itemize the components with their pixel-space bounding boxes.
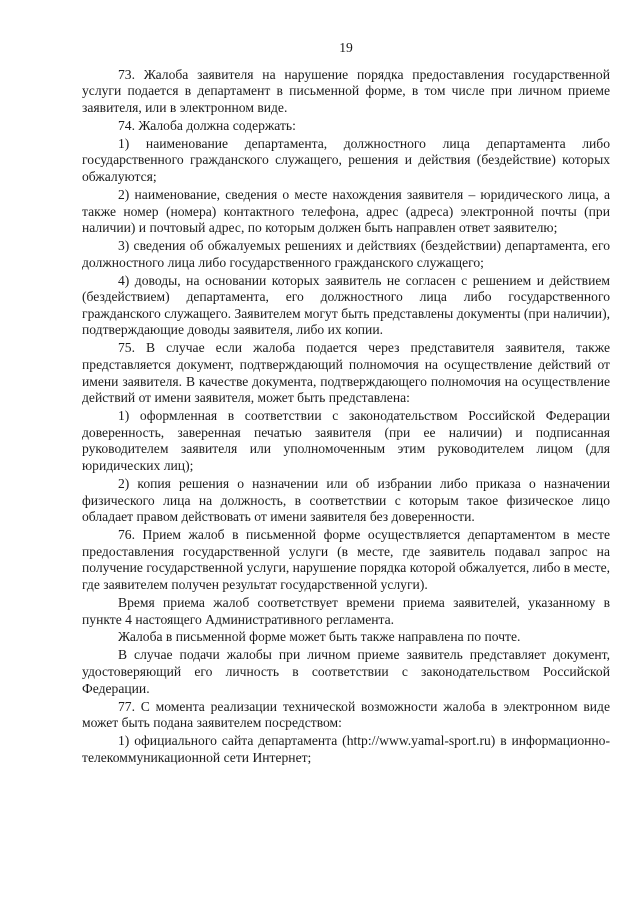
paragraph: В случае подачи жалобы при личном приеме заявитель представляет документ, удостоверяющий его личность в соответствии с законодательством Российской Федерации. <box>82 647 610 696</box>
paragraph: Время приема жалоб соответствует времени приема заявителей, указанному в пункте 4 настоящего Административного регламента. <box>82 594 610 627</box>
paragraph: 3) сведения об обжалуемых решениях и действиях (бездействии) департамента, его должностного лица либо государственного гражданского служащего; <box>82 238 610 270</box>
paragraph: 75. В случае если жалоба подается через представителя заявителя, также представляется документ, подтверждающий полномочия на осуществление действий от имени заявителя. В качестве документа, подтверждающего полномочия на осуществление действий от имени заявителя, может быть представлена: <box>82 340 610 406</box>
paragraph: 1) оформленная в соответствии с законодательством Российской Федерации доверенность, заверенная печатью заявителя (при ее наличии) и подписанная руководителем заявителя или уполномоченным этим руководителем лицом (для юридических лиц); <box>82 408 610 473</box>
paragraph: 74. Жалоба должна содержать: <box>118 117 296 133</box>
paragraph: 1) наименование департамента, должностного лица департамента либо государственного гражданского служащего, решения и действия (бездействие) которых обжалуются; <box>82 135 610 184</box>
paragraph: 77. С момента реализации технической возможности жалоба в электронном виде может быть подана заявителем посредством: <box>82 698 610 731</box>
paragraph: 2) копия решения о назначении или об избрании либо приказа о назначении физического лица на должность, в соответствии с которым такое физическое лицо обладает правом действовать от имени заявителя без доверенности. <box>82 475 610 525</box>
paragraph: 73. Жалоба заявителя на нарушение порядка предоставления государственной услуги подается в департамент в письменной форме, в том числе при личном приеме заявителя, или в электронном виде. <box>82 66 610 115</box>
paragraph: 4) доводы, на основании которых заявитель не согласен с решением и действием (бездействием) департамента, его должностного лица либо государственного гражданского служащего. Заявителем могут быть представлены документы (при наличии), подтверждающие доводы заявителя, либо их копии. <box>82 272 610 338</box>
document-body <box>82 67 610 767</box>
paragraph: 2) наименование, сведения о месте нахождения заявителя – юридического лица, а также номер (номера) контактного телефона, адрес (адреса) электронной почты (при наличии) и почтовый адрес, по которым должен быть направлен ответ заявителю; <box>82 186 610 236</box>
paragraph: 76. Прием жалоб в письменной форме осуществляется департаментом в месте предоставления государственной услуги (в месте, где заявитель подавал запрос на получение государственной услуги, нарушение порядка которой обжалуется, либо в месте, где заявителем получен результат государственной услуги). <box>82 527 611 592</box>
paragraph: 1) официального сайта департамента (http://www.yamal-sport.ru) в информационно-телекоммуникационной сети Интернет; <box>82 733 610 765</box>
page-number: 19 <box>339 40 353 55</box>
paragraph: Жалоба в письменной форме может быть также направлена по почте. <box>118 629 521 645</box>
